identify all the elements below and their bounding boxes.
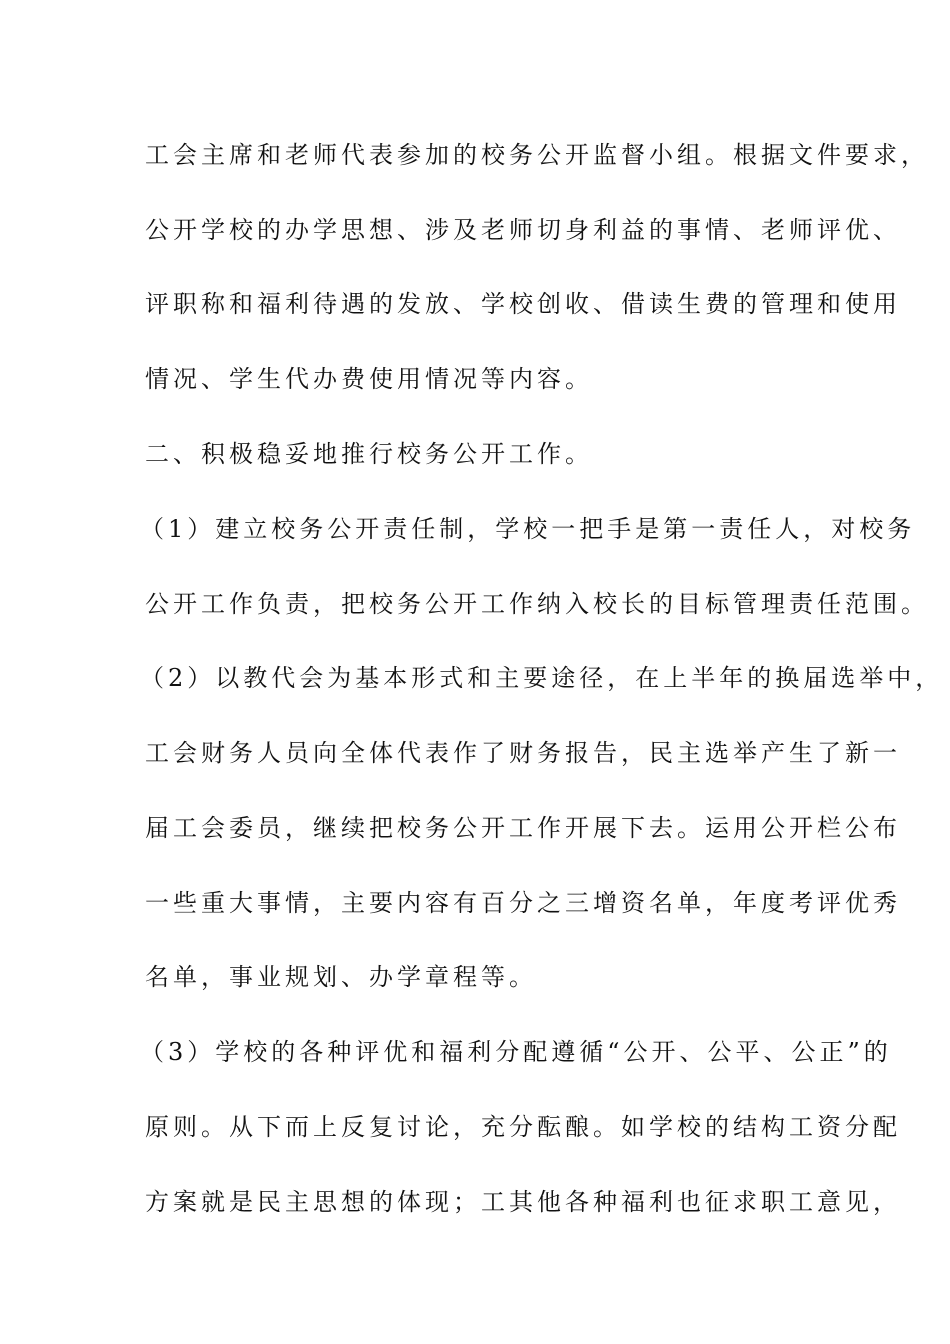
text-line: 一些重大事情，主要内容有百分之三增资名单，年度考评优秀 [145,889,901,917]
text-line: 原则。从下而上反复讨论，充分酝酿。如学校的结构工资分配 [145,1113,901,1141]
text-line: 工会财务人员向全体代表作了财务报告，民主选举产生了新一 [145,739,901,767]
list-item-3: （3）学校的各种评优和福利分配遵循“公开、公平、公正”的 [140,1038,892,1066]
text-line: 届工会委员，继续把校务公开工作开展下去。运用公开栏公布 [145,814,901,842]
text-line: 方案就是民主思想的体现；工其他各种福利也征求职工意见， [145,1188,901,1216]
text-line: 工会主席和老师代表参加的校务公开监督小组。根据文件要求， [145,141,929,169]
text-line: 公开学校的办学思想、涉及老师切身利益的事情、老师评优、 [145,216,901,244]
list-item-2: （2）以教代会为基本形式和主要途径，在上半年的换届选举中， [140,664,944,692]
text-line: 评职称和福利待遇的发放、学校创收、借读生费的管理和使用 [145,290,901,318]
text-line: 情况、学生代办费使用情况等内容。 [145,365,593,393]
text-line: 公开工作负责，把校务公开工作纳入校长的目标管理责任范围。 [145,590,929,618]
text-line: 名单，事业规划、办学章程等。 [145,963,537,991]
list-item-1: （1）建立校务公开责任制，学校一把手是第一责任人，对校务 [140,515,916,543]
section-heading: 二、积极稳妥地推行校务公开工作。 [145,440,593,468]
